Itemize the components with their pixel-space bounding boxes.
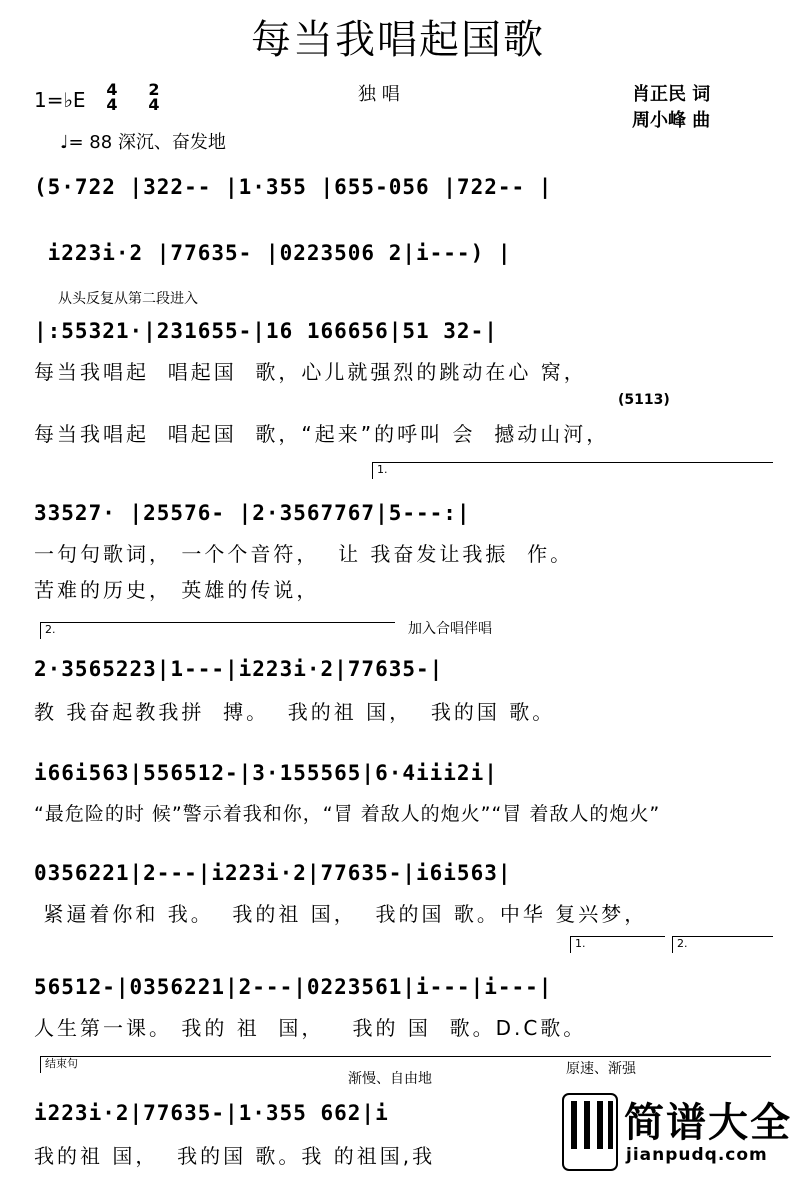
volta-bracket-ending2: 2. xyxy=(672,936,773,953)
chorus-instruction: 加入合唱伴唱 xyxy=(408,621,492,637)
lyric-line-3b: 每当我唱起 唱起国 歌，“起来”的呼叫 会 撼动山河， xyxy=(34,422,610,446)
staff-line-1: (5·722 |322-- |1·355 |655-056 |722-- | xyxy=(34,175,553,199)
watermark-url: jianpudq.com xyxy=(626,1145,768,1165)
volta-bracket-1: 1. xyxy=(372,462,773,479)
lyric-line-4a: 一句句歌词， 一个个音符， 让 我奋发让我振 作。 xyxy=(34,542,574,566)
composer: 周小峰 曲 xyxy=(632,110,711,131)
volta-bracket-2: 2. xyxy=(40,622,395,639)
key-signature: 1=♭E xyxy=(34,88,86,112)
volta-bracket-ending1: 1. xyxy=(570,936,665,953)
page-title: 每当我唱起国歌 xyxy=(251,17,545,63)
staff-line-7: 0356221|2---|i223i·2|77635-|i6i563| xyxy=(34,861,512,885)
time-signature-2: 2 4 xyxy=(148,80,160,114)
staff-line-4: 33527· |25576- |2·3567767|5---:| xyxy=(34,501,471,525)
performance-type: 独 唱 xyxy=(358,84,400,105)
lyric-line-7: 紧逼着你和 我。 我的祖 国， 我的国 歌。中华 复兴梦， xyxy=(34,902,648,926)
time-signature-1: 4 4 xyxy=(106,80,118,114)
piano-logo-icon xyxy=(562,1093,618,1171)
lyric-line-5: 教 我奋起教我拼 搏。 我的祖 国， 我的国 歌。 xyxy=(34,700,556,724)
lyricist: 肖正民 词 xyxy=(632,84,711,105)
watermark-text: 简谱大全 xyxy=(624,1100,792,1146)
lyric-line-3a: 每当我唱起 唱起国 歌，心儿就强烈的跳动在心 窝， xyxy=(34,360,587,384)
staff-line-8: 56512-|0356221|2---|0223561|i---|i---| xyxy=(34,975,553,999)
repeat-instruction: 从头反复从第二段进入 xyxy=(58,291,198,307)
staff-line-3: |:55321·|231655-|16 166656|51 32-| xyxy=(34,319,498,343)
staff-line-2: i223i·2 |77635- |0223506 2|i---) | xyxy=(34,241,512,265)
slow-instruction: 渐慢、自由地 xyxy=(348,1071,432,1087)
lyric-line-9: 我的祖 国， 我的国 歌。我 的祖国,我 xyxy=(34,1144,436,1168)
tempo-marking: ♩= 88 深沉、奋发地 xyxy=(60,132,226,153)
staff-line-6: i66i563|556512-|3·155565|6·4iii2i| xyxy=(34,761,498,785)
lyric-line-6: “最危险的时 候”警示着我和你，“冒 着敌人的炮火”“冒 着敌人的炮火” xyxy=(34,803,661,825)
staff-line-9: i223i·2|77635-|1·355 662|i xyxy=(34,1101,389,1125)
coda-bracket: 结束句 xyxy=(40,1056,771,1073)
resume-instruction: 原速、渐强 xyxy=(566,1061,636,1077)
alternate-notes: (5113) xyxy=(618,392,670,408)
staff-line-5: 2·3565223|1---|i223i·2|77635-| xyxy=(34,657,444,681)
lyric-line-4b: 苦难的历史， 英雄的传说， xyxy=(34,578,320,602)
lyric-line-8: 人生第一课。 我的 祖 国， 我的 国 歌。D.C歌。 xyxy=(34,1016,587,1040)
watermark xyxy=(562,1091,792,1173)
